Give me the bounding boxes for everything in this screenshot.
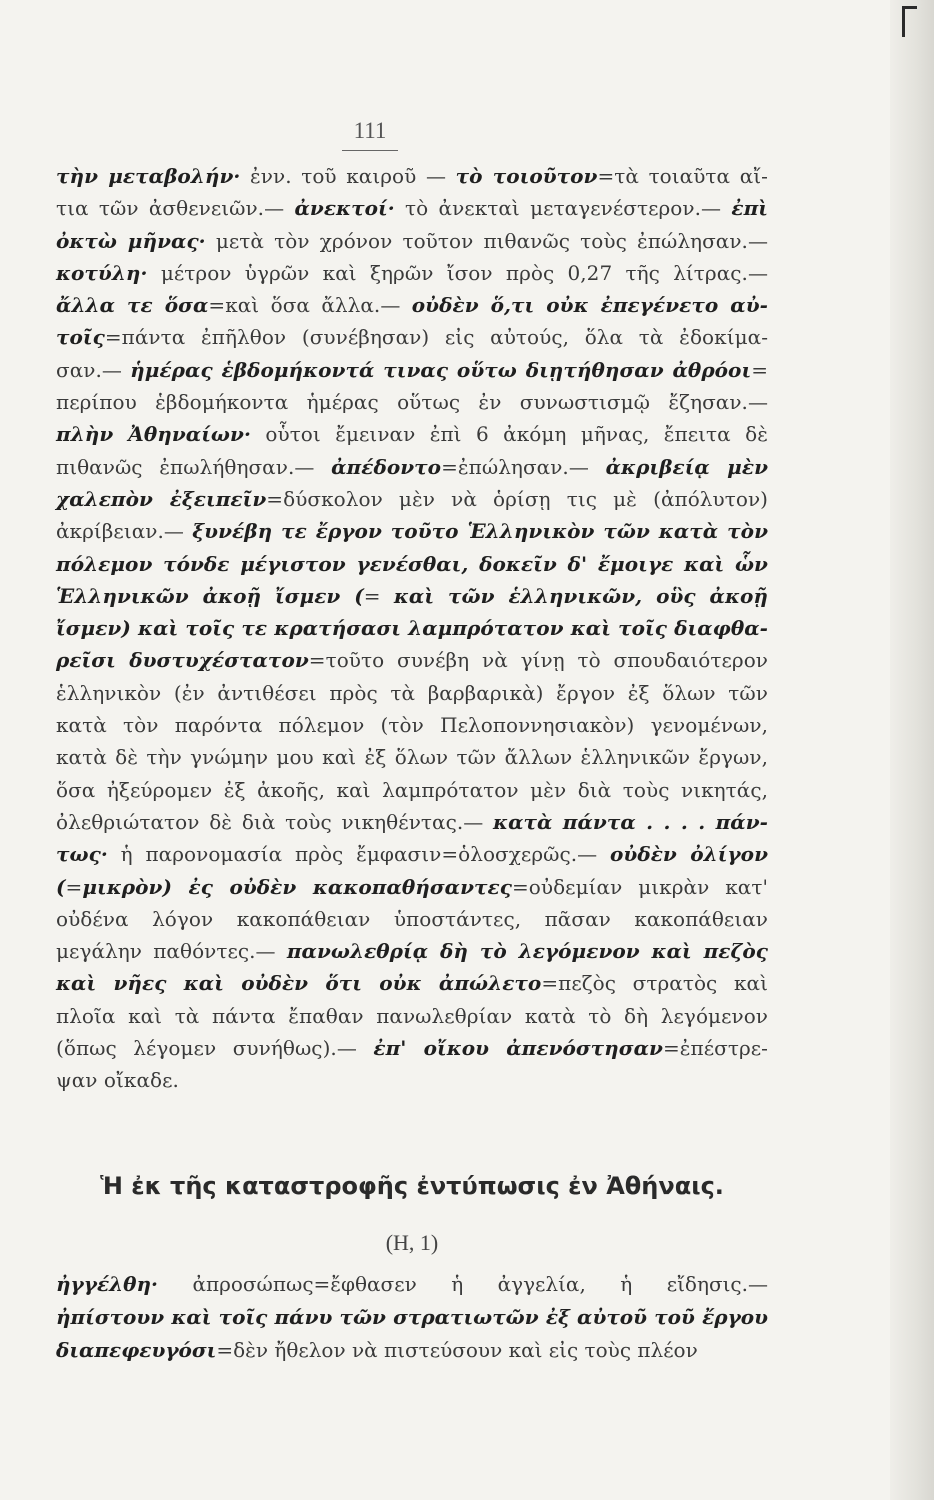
page-number-rule (342, 150, 398, 151)
page-edge-shadow (890, 0, 934, 1500)
lemma-term: οὐδὲν ὅ,τι οὐκ ἐπεγένετο αὐ- (411, 293, 768, 318)
text-line (56, 903, 768, 935)
gloss-text: =ἐπώλησαν.— (441, 454, 606, 479)
text-line (56, 838, 768, 870)
text-line (56, 935, 768, 967)
text-line (56, 354, 768, 386)
gloss-text: ἡ παρονομασία πρὸς ἔμφασιν=ὁλοσχερῶς.— (107, 842, 610, 867)
gloss-text: περίπου ἑβδομήκοντα ἡμέρας οὕτως ἐν συνωστισμῷ ἔζησαν.— (56, 390, 768, 415)
corner-mark (902, 6, 917, 37)
lemma-term: ( (56, 874, 66, 899)
lemma-term: διαπεφευγόσι (56, 1338, 217, 1362)
lemma-term: πλὴν Ἀθηναίων· (56, 422, 251, 447)
lemma-term: ἄλλα τε ὅσα (56, 293, 209, 318)
gloss-text: = (363, 583, 394, 608)
gloss-text: =οὐδεμίαν μικρὰν κατ' (511, 874, 768, 899)
text-line (56, 1334, 768, 1367)
lemma-term: ἐπὶ (731, 196, 768, 221)
gloss-text: μεγάλην παθόντες.— (56, 939, 287, 964)
text-line (56, 418, 768, 450)
lemma-term: ἀπέδοντο (331, 454, 442, 479)
text-line (56, 192, 768, 224)
text-line (56, 580, 768, 612)
gloss-text: τὸ ἀνεκταὶ μεταγενέστερον.— (394, 196, 732, 221)
gloss-text: ἑλληνικὸν (ἐν ἀντιθέσει πρὸς τὰ βαρβαρικὰ) ἔργον ἐξ ὅλων τῶν (56, 680, 768, 705)
gloss-text: ἀκρίβειαν.— (56, 519, 193, 544)
text-line (56, 612, 768, 644)
lemma-term: τὸ τοιοῦτον (455, 164, 598, 188)
gloss-text: πιθανῶς ἐπωλήθησαν.— (56, 454, 332, 479)
text-line (56, 1301, 768, 1334)
text-line (56, 967, 768, 999)
lemma-term: κοτύλη· (56, 260, 148, 285)
lemma-term: πανωλεθρίᾳ δὴ τὸ λεγόμενον καὶ πεζὸς (286, 939, 768, 964)
lemma-term: πόλεμον τόνδε μέγιστον γενέσθαι, δοκεῖν δ' ἔμοιγε καὶ ὧν (56, 551, 768, 576)
lemma-term: ὀκτὼ μῆνας· (56, 228, 206, 253)
gloss-text: =καὶ ὅσα ἄλλα.— (208, 293, 412, 318)
text-line (56, 1064, 768, 1096)
section-title: Ἡ ἐκ τῆς καταστροφῆς ἐντύπωσις ἐν Ἀθήναις. (100, 1172, 724, 1200)
gloss-text: πλοῖα καὶ τὰ πάντα ἔπαθαν πανωλεθρίαν κατὰ τὸ δὴ λεγόμενον (56, 1003, 768, 1028)
gloss-text: οὗτοι ἔμειναν ἐπὶ 6 ἀκόμη μῆνας, ἔπειτα δὲ (250, 422, 768, 447)
lemma-term: ἠπίστουν καὶ τοῖς πάνυ τῶν στρατιωτῶν ἐξ αὐτοῦ τοῦ ἔργου (56, 1305, 768, 1329)
text-line (56, 257, 768, 289)
text-line (56, 774, 768, 806)
lemma-term: ἐπ' οἴκου ἀπενόστησαν (373, 1036, 663, 1061)
lemma-term: κατὰ πάντα . . . . πάν- (493, 809, 769, 834)
text-line (56, 644, 768, 676)
text-line (56, 677, 768, 709)
section-reference: (Η, 1) (385, 1230, 439, 1255)
gloss-text: κατὰ τὸν παρόντα πόλεμον (τὸν Πελοποννησιακὸν) γενομένων, (56, 713, 768, 738)
gloss-text: μέτρον ὑγρῶν καὶ ξηρῶν ἴσον πρὸς 0,27 τῆς λίτρας.— (147, 260, 768, 285)
text-line (56, 1032, 768, 1064)
text-line (56, 289, 768, 321)
text-line (56, 741, 768, 773)
gloss-text: =τὰ τοιαῦτα αἴ- (597, 164, 768, 188)
page-number: 111 (353, 118, 387, 143)
gloss-text: ἐνν. τοῦ καιροῦ — (240, 164, 456, 188)
text-line (56, 386, 768, 418)
text-line (56, 515, 768, 547)
text-line (56, 160, 768, 192)
lemma-term: ἴσμεν) καὶ τοῖς τε κρατήσασι λαμπρότατον καὶ τοῖς διαφθα- (56, 616, 768, 641)
lemma-term: ἀνεκτοί· (294, 196, 395, 221)
text-line (56, 321, 768, 353)
text-line (56, 483, 768, 515)
gloss-text: ὅσα ἠξεύρομεν ἐξ ἀκοῆς, καὶ λαμπρότατον μὲν διὰ τοὺς νικητάς, (56, 777, 768, 802)
lemma-term: τὴν μεταβολήν· (56, 164, 241, 188)
gloss-text: τια τῶν ἀσθενειῶν.— (56, 196, 295, 221)
gloss-text: = (65, 874, 83, 899)
lemma-term: ἀκριβείᾳ μὲν (605, 454, 768, 479)
gloss-text: οὐδένα λόγον κακοπάθειαν ὑποστάντες, πᾶσαν κακοπάθειαν (56, 906, 768, 931)
text-line (56, 451, 768, 483)
commentary-paragraph-2 (56, 1268, 768, 1367)
lemma-term: ρεῖσι δυστυχέστατον (56, 648, 309, 673)
text-line (56, 1268, 768, 1301)
gloss-text: =πάντα ἐπῆλθον (συνέβησαν) εἰς αὐτούς, ὅλα τὰ ἐδοκίμα- (104, 325, 768, 350)
gloss-text: σαν.— (56, 357, 131, 382)
text-line (56, 709, 768, 741)
lemma-term: Ἑλληνικῶν ἀκοῇ ἴσμεν ( (56, 583, 364, 608)
gloss-text: = (751, 357, 768, 382)
gloss-text: =δὲν ἤθελον νὰ πιστεύσουν καὶ εἰς τοὺς πλέον (216, 1338, 698, 1362)
text-line (56, 548, 768, 580)
lemma-term: ἡμέρας ἑβδομήκοντά τινας οὕτω διῃτήθησαν ἀθρόοι (130, 357, 752, 382)
gloss-text: =τοῦτο συνέβη νὰ γίνῃ τὸ σπουδαιότερον (308, 648, 768, 673)
gloss-text: μετὰ τὸν χρόνον τοῦτον πιθανῶς τοὺς ἐπώλησαν.— (205, 228, 768, 253)
lemma-term: τως· (56, 842, 108, 867)
lemma-term: καὶ νῆες καὶ οὐδὲν ὅτι οὐκ ἀπώλετο (56, 971, 542, 996)
text-line (56, 1000, 768, 1032)
gloss-text: κατὰ δὲ τὴν γνώμην μου καὶ ἐξ ὅλων τῶν ἄλλων ἑλληνικῶν ἔργων, (56, 745, 768, 770)
text-line (56, 871, 768, 903)
text-line (56, 806, 768, 838)
lemma-term: ξυνέβη τε ἔργον τοῦτο Ἑλληνικὸν τῶν κατὰ τὸν (192, 519, 768, 544)
lemma-term: τοῖς (56, 325, 105, 350)
gloss-text: ὀλεθριώτατον δὲ διὰ τοὺς νικηθέντας.— (56, 809, 494, 834)
gloss-text: (ὅπως λέγομεν συνήθως).— (56, 1036, 374, 1061)
lemma-term: ἠγγέλθη· (56, 1272, 158, 1296)
gloss-text: ψαν οἴκαδε. (56, 1068, 179, 1093)
lemma-term: καὶ τῶν ἑλληνικῶν, οὓς ἀκοῇ (393, 583, 768, 608)
lemma-term: οὐδὲν ὀλίγον (610, 842, 768, 867)
lemma-term: χαλεπὸν ἐξειπεῖν (56, 486, 267, 511)
gloss-text: =ἐπέστρε- (662, 1036, 768, 1061)
gloss-text: =πεζὸς στρατὸς καὶ (541, 971, 768, 996)
text-line (56, 225, 768, 257)
lemma-term: μικρὸν) ἐς οὐδὲν κακοπαθήσαντες (82, 874, 512, 899)
gloss-text: ἀπροσώπως=ἔφθασεν ἡ ἀγγελία, ἡ εἴδησις.— (157, 1272, 768, 1296)
gloss-text: =δύσκολον μὲν νὰ ὁρίσῃ τις μὲ (ἀπόλυτον) (266, 486, 769, 511)
commentary-paragraph-1 (56, 160, 768, 1097)
